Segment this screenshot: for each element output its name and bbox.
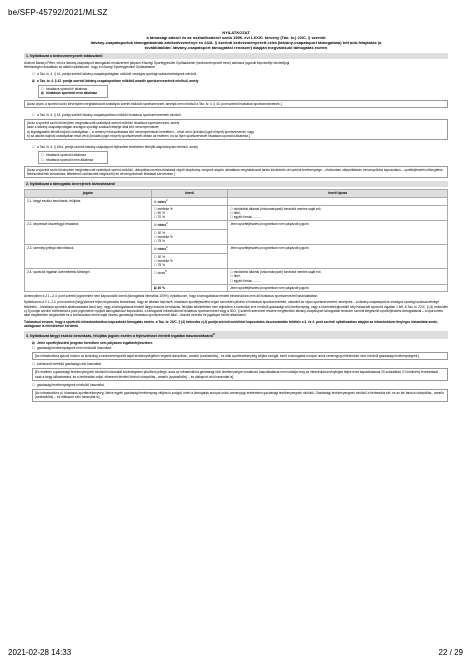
percent-option[interactable]: ☐ mértéke % [153,206,173,211]
none-option[interactable] [151,221,227,229]
intro-line: Alulírott Baranyi Péter, mint a látvány-csapatsport támogatási rendszerben pályázó Kőszegi Sportegyesület Gyöfaádamér (kedvezményezett neve) aláírásra jogosult képviselője büntetőjogi [24,61,290,65]
section-2-heading: 2. Nyilatkozat a támogatás önerejének biztosításáról [24,181,448,187]
checkbox-icon: ☐ [153,271,157,276]
statement-paragraph: Nyilatkozom a 2.1–2.4. pont szerinti (tárgy)önerek teljes folyamatos biztosítása, hogy az általam képviselt, hivatásos sportfejlesztési végző szervezet (átvéve a hivatásos sportszervezetet, valamint az olyan sportszervezetet, amelynek – a látvány-csapatsportok országos sportági szakszövetsége felületein – hivatásos sportolói alkalmazására kerül sor), vagy a támogatással érintett tárgyi eszközt beruházás, felújítás tekintetében nem teljesítem a kontrollok erre minősül gazdasági célú tevékenység, vagy a közérdeklegkorábbi hely halasztott sportolói ingatlan 1 felt. A Tao. tv. 22/C. § (4) bekezdés c)-f) pontjai szerinti mértékekat a pont jogcímekre nyújtott támogatáshoz kapcsolódó, a támogatott infrastruktúrát hivatásos sportszervezet vagy a 30/1. § szerinti szervezet részére megfelelően látvány-csapatsport támogatási rendszer szerinti kiegészítő sportfejlesztési támogatással – a sporcomes által megfelelően kiegészített és a korlátozások kereti saját összes gazdasági hivatásos sportszervezeti által – összes vezetés és jogalapot belőle alkalmazni. [24,300,448,318]
checkbox-icon: ☐ [32,382,35,387]
option-label: korlátozott mértékű gazdasági célú használat. [37,362,102,367]
type-options [228,245,448,269]
explanation-box: [Az infrastruktúra igazolt módon az kizárólag a kedvezményezett saját tevékenységében végzett utánpótlás-, amatőr (szabadidős)-, és diák sporttevékenység céljára szolgál, ezért a támogatás európai uniós versenyjogi értelemben nem minősül gazdasági tevékenységnek.] [32,352,448,360]
type-option[interactable]: ☐ minősítési államai (önkormányzati) forrásból mentes saját erő, [230,206,322,211]
row-label: 2.4. sportolói ingatlan üzemeltetési költségei [25,269,152,292]
section-3-option[interactable] [32,383,448,387]
none-option[interactable] [151,269,227,285]
checkbox-icon: ☐ [32,345,35,350]
column-header: önerő [151,190,227,197]
suboption-label: hivatásos sportolót nem alkalmaz [46,157,94,162]
percent-option[interactable]: ☐ 50 % [153,211,165,216]
footnote-ref: 5 [165,270,167,274]
table-row [25,221,448,229]
table-header-row [25,190,448,197]
checkbox-icon: ☐ [41,153,44,158]
type-note: Jelen sportfejlesztési programban nem pályázott jogcím. [230,246,310,251]
option-c-checkbox[interactable] [32,113,448,117]
document-page [24,30,448,404]
section-3-option[interactable] [32,346,448,350]
section-2-note: Amennyiben a 2.1.–2.4. pont szerinti jogcímeken nem kapcsolódik önerő (támogatási intenzitás 100%), nyilatkozom, hogy a támogatással érintett infrastruktúra nem áll hivatásos sportszervezet használatában. [24,294,319,299]
type-options [228,284,448,291]
checkbox-icon: ☒ [32,341,35,346]
type-option[interactable]: ☐ hitel, [230,211,241,216]
type-option[interactable]: ☐ egyéb forrás: ........ [230,278,261,283]
self-contribution-table [24,189,448,292]
percent-option[interactable]: ☐ 75 % [153,263,165,268]
option-label: nincs [157,247,166,252]
percent-options [151,205,227,221]
footer-page-number: 22 / 29 [438,648,463,657]
document-id: be/SFP-45792/2021/MLSZ [8,8,108,17]
explanation-box: [Azaz olyan, a sportról szóló törvényben meghatározott szabályok szerint működő sportszervezet, amelyik nem minősül a Tao. tv. 4. § 43. pont szerinti hivatásos sportszervezetnek.] [24,100,448,108]
percent-option[interactable]: ☐ mértéke % [153,258,173,263]
option-label: a Tao. tv. 4. § 41. pontja szerinti látvány-csapatsportágban működő országos sportági szakszövetségnek minősül. [37,71,198,76]
percent-option[interactable]: ☐ 70 % [153,215,165,220]
section-3-heading-text: 3. Nyilatkozat tárgyi eszköz beruházás, felújítás jogcím esetén a fejlesztéssel érintett ingatlan hasznosításáról [26,334,214,339]
explanation-box: [Azaz a sportról szóló törvényben meghatározott szabályok szerint működő hivatásos sportszervezet, amely azaz a látvány-csapatsportágak országos sportági szakszövetsége által kiírt versenyrendszer a) legmagasabb felnőtt bajnoki osztályában – a verseny lebonyolítására kiírt versenyrendszer keretében – részt vevő (indulási jogot elnyert) sportszervezet, vagy b) az alsóbb bajnoki osztályában részt vevő (indulási jogot elnyert) sportszervezet abban az esetben, ha az ilyen sportszervezet hivatásos sportolót alkalmaz.] [24,119,448,140]
section-3-option[interactable] [32,362,448,366]
option-label: nincs [157,199,166,204]
explanation-box: [Ez esetben a gazdasági tevékenységnek minősülő használat közérdegesen járulékos jellegű, azaz az infrastruktúra gazdasági célú tevékenységre vonatkozó használatának nem haladja meg az infrastruktúra tényleges teljes éves kapacitásának 20 százalékát. E körülmény fenntartását csak a tárgy időtartamára, és a bérbeadás céljai, elkerenét felvétel történő utánpótlás-, amatőr (szabadidős) -, és diáksport célú használat is] [32,368,448,380]
footer-datetime: 2021-02-28 14:33 [8,648,72,657]
document-title [24,30,448,50]
footnote-ref: 2 [165,198,168,202]
table-row [25,197,448,205]
percent-option[interactable]: ☐ 75 % [153,239,165,244]
title-line: továbbiakban: látvány-csapatsport támogatási rendszer) alapján megvalósuló támogatás esetén [144,45,328,50]
checkbox-icon: ☒ [153,199,157,204]
percent-option[interactable]: ☐ mértéke % [153,234,173,239]
option-label: a Tao. tv. 4. § 42. pontja szerinti látvány-csapatsportban működő amatőr sportszervezetnek minősül, amely [37,78,199,83]
title-line: látvány-csapatsportok támogatásának adókedvezménye és 24/A. § szerinti kedvezményezett célra (látvány-csapatsport támogatása) tett adó-felajánlás (a [90,40,382,45]
title-main: NYILATKOZAT [222,30,250,35]
checkbox-icon: ☒ [32,78,35,83]
checkbox-icon: ☐ [41,87,44,92]
percent-option[interactable]: ☒ 20 % [153,285,165,290]
footnote-ref: 3 [165,222,168,226]
explanation-box: [Az infrastruktúra pl. hivatásos sporttevékenység, illetve egyéb gazdasági tevékenység céljára is szolgál, ezért a támogatás európai uniós versenyjogi értelemben gazdasági tevékenységnek minősül. Gazdasági tevékenységnek minősül a bérbeadás stb. és az ide tartozó utánpótlás-, amatőr (szabadidős) -, és diáksport célú használat is] [32,389,448,401]
table-row [25,245,448,253]
percent-options [151,253,227,269]
title-line: a társasági adóról és az osztalékadóról szóló 1996. évi LXXXI. törvény (Tao. tv.) 22/C. § szerinti [146,35,326,40]
suboption-checkbox[interactable] [41,91,105,95]
checkbox-icon: ☐ [32,71,35,76]
checkbox-icon: ☐ [32,112,35,117]
none-option[interactable] [151,245,227,253]
percent-option[interactable]: ☐ 30 % [153,254,165,259]
type-options [228,205,448,221]
percent-options [151,284,227,291]
footnote-ref: 4 [165,246,168,250]
option-label: nincs [157,223,166,228]
percent-options [151,229,227,245]
column-header: jogcím [25,190,152,197]
option-label: a Tao. tv. 4. § 43/a. pontja szerinti látvány-csapatsport-fejlesztési érdekében létrejött alapítványnak minősül, amely [37,145,198,150]
type-note: Jelen sportfejlesztési programban nem pályázott jogcím. [230,222,310,227]
checkbox-icon: ☐ [41,157,44,162]
option-label: nincs [157,271,166,276]
suboption-checkbox[interactable] [41,158,105,162]
type-option[interactable]: ☐ hitel, [230,274,241,279]
checkbox-icon: ☐ [32,145,35,150]
suboption-label: hivatásos sportolót* alkalmaz [46,87,88,92]
intro-line: felelősségem tudatában az alábbi nyilatkozom, hogy a Kőszegi Sportegyesület Gyöfaádamér [24,65,156,70]
row-label: 2.1. tárgyi eszköz beruházás, felújítás [25,197,152,221]
none-option[interactable] [151,197,227,205]
footnote-ref: 6 [213,332,215,337]
type-options [228,221,448,245]
option-label: Jelen sportfejlesztési program keretében nem pályázom ingatlanfejlesztésre. [37,341,154,346]
checkbox-icon: ☒ [153,223,157,228]
option-b-checkbox[interactable] [32,79,448,83]
table-row [25,269,448,285]
percent-option[interactable]: ☐ 30 % [153,230,165,235]
option-d-checkbox[interactable] [32,145,448,149]
checkbox-icon: ☒ [41,91,44,96]
type-option[interactable]: ☐ egyéb forrás: ........ [230,215,261,220]
option-label: a Tao. tv. 4. § 43. pontja szerinti látvány-csapatsportban működő hivatásos sportszervezetnek minősül. [37,112,182,117]
column-header: önerő típusa [228,190,448,197]
section-1-heading: 1. Nyilatkozat a kedvezményezett státuszáról [24,53,448,59]
suboption-label: hivatásos sportolót nem alkalmaz [46,91,98,96]
option-label: gazdasági tevékenységnek minősülő használat. [37,382,105,387]
type-note: Jelen sportfejlesztési programban nem pályázott jogcím. [230,285,310,290]
option-d-suboptions [38,151,108,164]
option-label: gazdasági tevékenységnek nem minősülő használat. [37,345,112,350]
checkbox-icon: ☐ [32,362,35,367]
type-options [228,269,448,285]
row-label: 2.2. képzéssel összefüggő feladatok [25,221,152,245]
explanation-box: [Azaz a sportról szóló törvényben meghatározott szabályok szerint működő, utánpótlás-nevelés feladatait végző alapítvány, melynek alapító okiratában meghatározott tartós közérdekű cél szerinti tevékenysége – elsősorban utánpótlásban versenyzőkkel kapcsolatos – sportfejlesztési elősegítése, felkészítésének biztosítása, feltételező csökkentett kiegészítő) és versenyzésének feladatát szervezése.] [24,166,448,178]
statement-paragraph: Tudomásul veszem, hogy a sportcélú infrastruktúrához kapcsolódó támogatás esetén, a Tao. tv. 22/C. § (4) bekezdés c)-f) pontja szerinti mértékkel kapcsolatos összeszámítás feltétele a 3. és 4. pont szerinti nyilatkozatom alapján az infrastruktúra tényleges használata során, utólagosan is ellenőrzésre kerülnek. [24,319,438,328]
row-label: 2.3. személyi jellegű ráfordítások [25,245,152,269]
page-footer [8,648,463,657]
option-b-suboptions [38,85,108,98]
suboption-label: hivatásos sportolót alkalmaz [46,153,87,158]
section-1-intro [24,61,448,70]
checkbox-icon: ☒ [153,247,157,252]
type-option[interactable]: ☐ minősítési államai (önkormányzati) forrásból mentes saját erő, [230,270,322,275]
section-3-heading [24,331,448,339]
